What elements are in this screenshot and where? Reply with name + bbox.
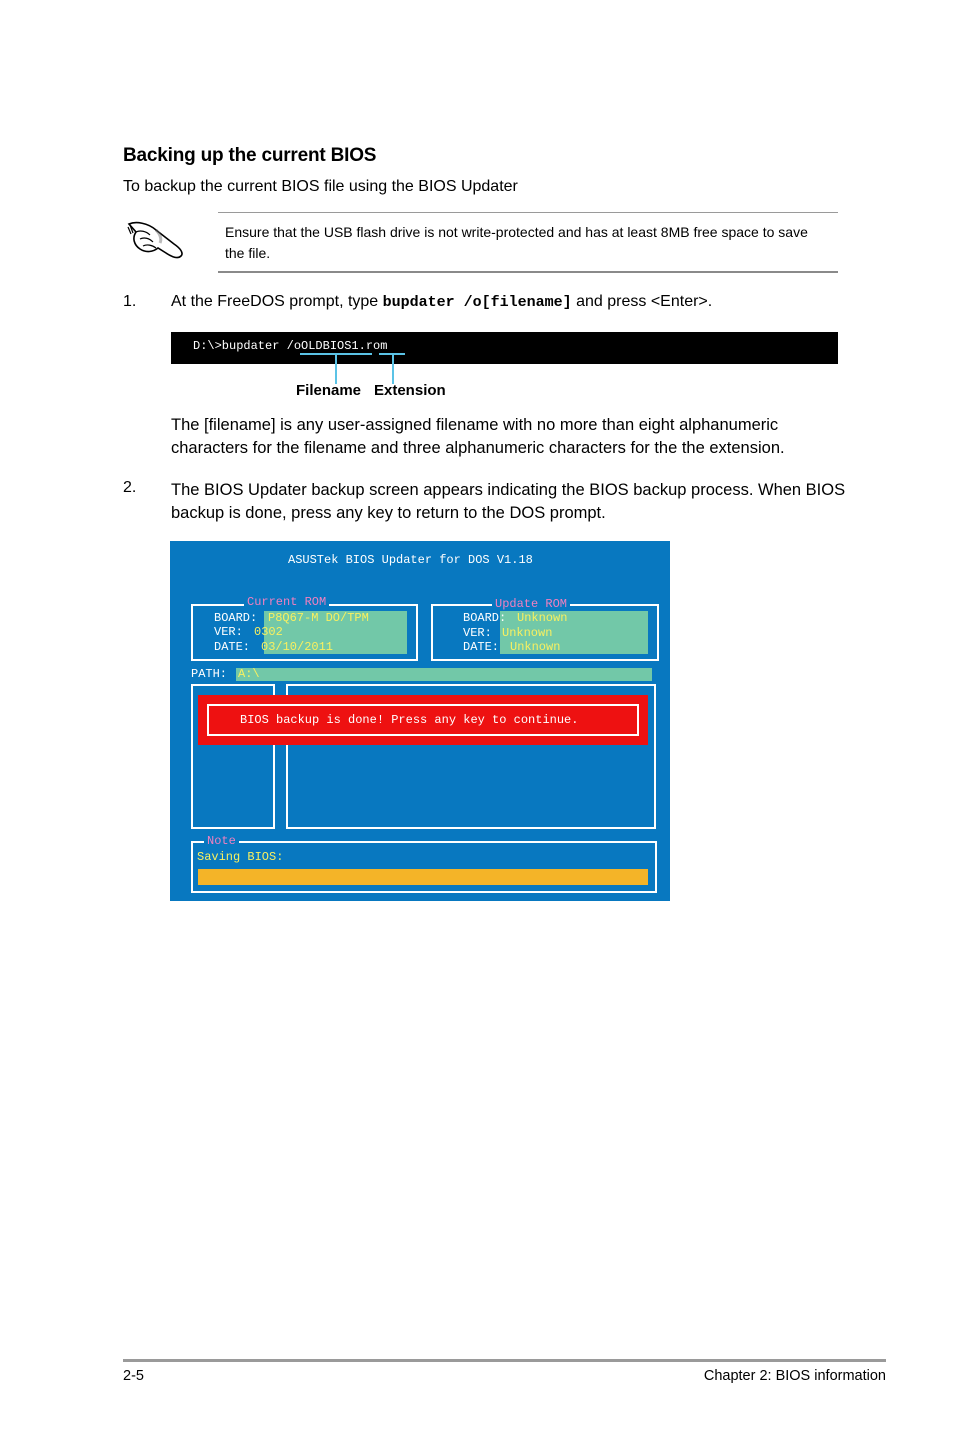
bios-updater-screen xyxy=(170,541,670,901)
path-label: PATH: xyxy=(191,667,228,681)
path-field xyxy=(236,668,652,681)
update-date-value: Unknown xyxy=(510,640,561,654)
current-date-value: 03/10/2011 xyxy=(261,640,334,654)
step-2-number: 2. xyxy=(123,479,137,496)
callout-filename: Filename xyxy=(296,382,362,399)
note-label: Note xyxy=(207,834,236,848)
step-1-number: 1. xyxy=(123,293,137,310)
update-date-label: DATE: xyxy=(463,640,500,654)
pointing-hand-icon xyxy=(126,212,186,265)
chapter-label: Chapter 2: BIOS information xyxy=(703,1368,886,1384)
step-1-command: bupdater /o[filename] xyxy=(382,294,572,311)
status-text: Saving BIOS: xyxy=(197,850,284,864)
note-rule-top xyxy=(218,212,838,213)
alert-message: BIOS backup is done! Press any key to continue. xyxy=(240,713,579,727)
path-value: A:\ xyxy=(238,667,260,681)
extension-leader xyxy=(392,354,394,384)
current-ver-value: 0302 xyxy=(254,625,283,639)
current-rom-label: Current ROM xyxy=(247,595,327,609)
update-board-value: Unknown xyxy=(517,611,568,625)
page-number: 2-5 xyxy=(123,1368,144,1384)
callout-extension: Extension xyxy=(374,382,446,399)
step-1-text-before: At the FreeDOS prompt, type xyxy=(171,293,383,310)
section-title: Backing up the current BIOS xyxy=(123,145,377,166)
bios-title: ASUSTek BIOS Updater for DOS V1.18 xyxy=(288,553,533,567)
update-ver-value: Unknown xyxy=(502,626,553,640)
update-ver-label: VER: xyxy=(463,626,492,640)
update-rom-label: Update ROM xyxy=(495,597,568,611)
step-2-text: The BIOS Updater backup screen appears indicating the BIOS backup process. When BIOS backup is done, press any key to return to the DOS prompt. xyxy=(171,481,846,522)
note-rule-bottom xyxy=(218,271,838,273)
step-1-text-after: and press <Enter>. xyxy=(571,293,713,310)
filename-paragraph: The [filename] is any user-assigned filename with no more than eight alphanumeric characters for the filename and three alphanumeric characters for the the extension. xyxy=(171,416,785,457)
filename-leader xyxy=(335,354,337,384)
intro-text: To backup the current BIOS file using the BIOS Updater xyxy=(123,178,518,195)
step-1-text xyxy=(171,293,712,311)
note-panel xyxy=(191,841,657,893)
current-board-label: BOARD: xyxy=(214,611,258,625)
current-date-label: DATE: xyxy=(214,640,251,654)
current-board-value: P8Q67-M DO/TPM xyxy=(268,611,369,625)
current-ver-label: VER: xyxy=(214,625,243,639)
note-text: Ensure that the USB flash drive is not write-protected and has at least 8MB free space to save the file. xyxy=(225,224,808,261)
command-example-text: D:\>bupdater /oOLDBIOS1.rom xyxy=(193,339,388,353)
progress-bar xyxy=(198,869,648,885)
update-board-label: BOARD: xyxy=(463,611,507,625)
footer-rule xyxy=(123,1359,886,1362)
